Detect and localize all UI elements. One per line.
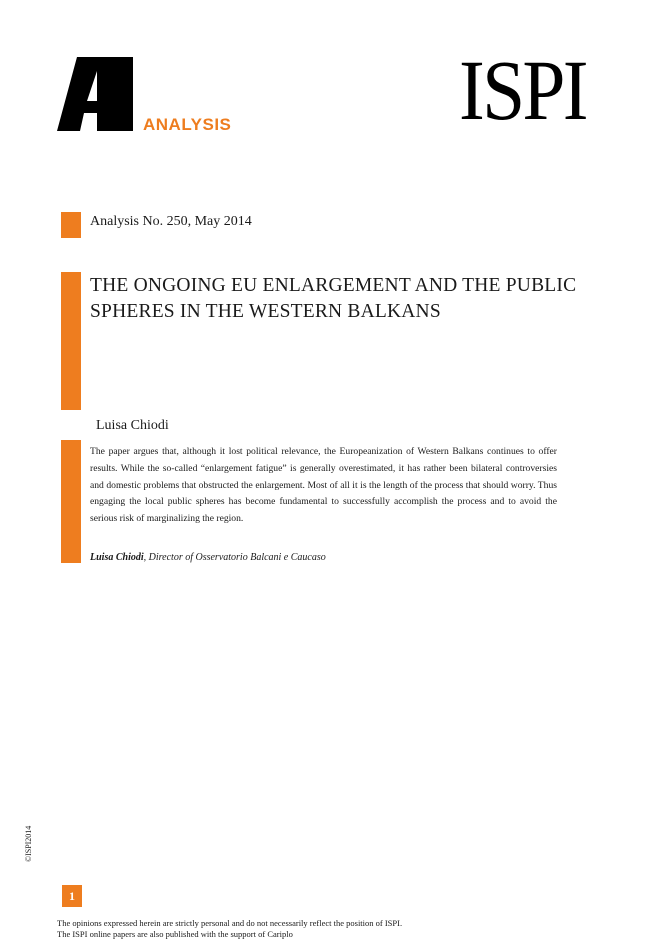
accent-bar (61, 272, 81, 410)
affiliation-role: , Director of Osservatorio Balcani e Caucaso (143, 552, 326, 563)
footer-support: The ISPI online papers are also published with the support of Cariplo (57, 929, 293, 939)
series-label: ANALYSIS (143, 115, 232, 134)
page-number: 1 (62, 885, 82, 907)
footer-disclaimer: The opinions expressed herein are strictly personal and do not necessarily reflect the position of ISPI. (57, 918, 403, 928)
accent-bar (61, 440, 81, 563)
affiliation-name: Luisa Chiodi (90, 552, 144, 563)
author-name: Luisa Chiodi (96, 418, 169, 433)
publisher-logo: ISPI (459, 42, 586, 138)
accent-bar (61, 212, 81, 238)
footer-notes (57, 918, 402, 940)
copyright-notice: ©ISPI2014 (24, 825, 33, 862)
ispi-a-logo (57, 57, 133, 131)
abstract: The paper argues that, although it lost political relevance, the Europeanization of Western Balkans continues to offer results. While the so-called “enlargement fatigue” is generally overestimated, it has rather been bilateral controversies and domestic problems that obstructed the enlargement. Most of all it is the length of the process that should worry. Thus engaging the local public spheres has become fundamental to successfully accomplish the process and to avoid the serious risk of marginalizing the region. (90, 446, 557, 525)
author-affiliation (90, 552, 326, 563)
issue-line: Analysis No. 250, May 2014 (90, 214, 252, 229)
paper-title: THE ONGOING EU ENLARGEMENT AND THE PUBLIC SPHERES IN THE WESTERN BALKANS (90, 275, 577, 322)
